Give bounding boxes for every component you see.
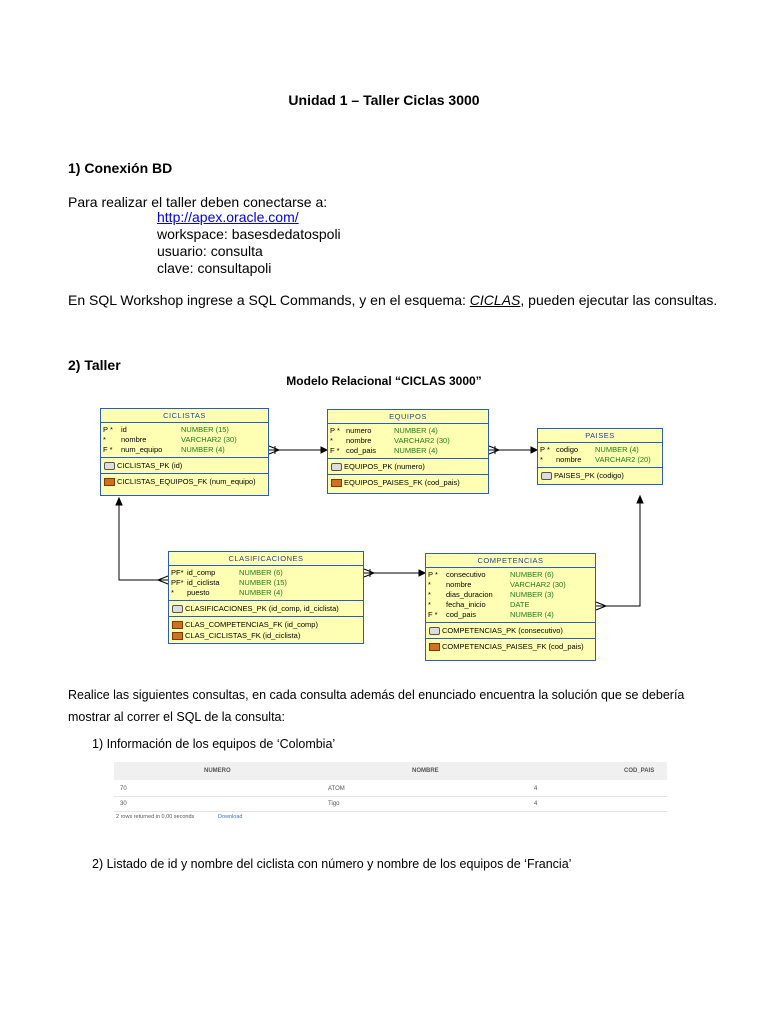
column-row	[538, 445, 662, 455]
key-icon	[429, 627, 440, 635]
column-header-cod-pais: COD_PAIS	[624, 768, 655, 774]
section-heading-conexion: 1) Conexión BD	[68, 160, 173, 176]
column-key: *	[428, 600, 431, 609]
foreign-key-row	[101, 476, 268, 487]
download-link[interactable]: Download	[218, 814, 243, 820]
column-key: *	[540, 455, 543, 464]
fk-label: CLAS_COMPETENCIAS_FK (id_comp)	[185, 620, 318, 629]
column-key: *	[428, 580, 431, 589]
foreign-key-row	[169, 630, 363, 641]
workspace-line: workspace: basesdedatospoli	[157, 226, 341, 242]
cell-numero: 30	[120, 801, 127, 807]
table-ciclistas-name: CICLISTAS	[101, 409, 268, 423]
column-row	[169, 588, 363, 598]
pk-label: CICLISTAS_PK (id)	[117, 461, 183, 470]
column-row	[169, 568, 363, 578]
cell-nombre: Tigo	[328, 801, 340, 807]
column-type: NUMBER (15)	[239, 578, 287, 587]
table-ciclistas	[100, 408, 269, 496]
table-paises	[537, 428, 663, 485]
fk-label: CICLISTAS_EQUIPOS_FK (num_equipo)	[117, 477, 256, 486]
column-type: VARCHAR2 (30)	[181, 435, 237, 444]
document-title: Unidad 1 – Taller Ciclas 3000	[288, 92, 480, 108]
column-type: NUMBER (6)	[239, 568, 283, 577]
column-row	[426, 610, 595, 620]
column-key: F *	[330, 446, 340, 455]
apex-link[interactable]: http://apex.oracle.com/	[157, 209, 299, 225]
column-name: nombre	[346, 436, 372, 445]
column-name: puesto	[187, 588, 210, 597]
key-icon	[541, 472, 552, 480]
section-heading-taller: 2) Taller	[68, 357, 121, 373]
column-key: P *	[428, 570, 438, 579]
column-name: cod_pais	[346, 446, 377, 455]
column-name: dias_duracion	[446, 590, 493, 599]
column-key: P *	[330, 426, 340, 435]
column-name: numero	[346, 426, 372, 435]
column-name: cod_pais	[446, 610, 477, 619]
instructions-paragraph	[68, 684, 684, 728]
column-key: F *	[103, 445, 113, 454]
column-name: fecha_inicio	[446, 600, 486, 609]
foreign-key-row	[328, 477, 488, 488]
column-row	[328, 426, 488, 436]
column-key: P *	[540, 445, 550, 454]
schema-name: CICLAS	[469, 292, 521, 308]
rows-returned-text: 2 rows returned in 0,00 seconds	[116, 814, 195, 820]
pk-label: EQUIPOS_PK (numero)	[344, 462, 425, 471]
table-competencias	[425, 553, 596, 661]
column-type: NUMBER (4)	[239, 588, 283, 597]
cell-cod-pais: 4	[534, 801, 538, 807]
pk-label: PAISES_PK (codigo)	[554, 471, 624, 480]
column-row	[426, 590, 595, 600]
column-key: *	[103, 435, 106, 444]
column-type: NUMBER (3)	[510, 590, 554, 599]
column-name: id_comp	[187, 568, 216, 577]
schema-text-after: , pueden ejecutar las consultas.	[520, 292, 718, 308]
column-row	[426, 570, 595, 580]
diagram-title: Modelo Relacional “CICLAS 3000”	[286, 374, 482, 388]
column-key: P *	[103, 425, 113, 434]
column-name: id	[121, 425, 127, 434]
foreign-key-row	[169, 619, 363, 630]
query-2-statement: 2) Listado de id y nombre del ciclista con número y nombre de los equipos de ‘Francia’	[92, 857, 572, 871]
column-name: nombre	[446, 580, 472, 589]
column-type: VARCHAR2 (30)	[510, 580, 566, 589]
column-row	[328, 446, 488, 456]
fk-label: CLAS_CICLISTAS_FK (id_ciclista)	[185, 631, 301, 640]
foreign-key-icon	[172, 621, 183, 629]
foreign-key-icon	[172, 632, 183, 640]
intro-paragraph: Para realizar el taller deben conectarse a:	[68, 194, 328, 210]
column-key: *	[171, 588, 174, 597]
clave-line: clave: consultapoli	[157, 260, 272, 276]
table-clasificaciones-name: CLASIFICACIONES	[169, 552, 363, 566]
primary-key-row	[101, 460, 268, 471]
schema-text-before: En SQL Workshop ingrese a SQL Commands, y en el esquema:	[68, 292, 470, 308]
fk-label: EQUIPOS_PAISES_FK (cod_pais)	[344, 478, 460, 487]
usuario-line: usuario: consulta	[157, 243, 263, 259]
foreign-key-icon	[331, 479, 342, 487]
instructions-line: mostrar al correr el SQL de la consulta:	[68, 710, 285, 724]
column-key: *	[330, 436, 333, 445]
column-key: PF*	[171, 578, 184, 587]
column-row	[426, 580, 595, 590]
foreign-key-icon	[104, 478, 115, 486]
column-key: PF*	[171, 568, 184, 577]
pk-label: CLASIFICACIONES_PK (id_comp, id_ciclista)	[185, 604, 339, 613]
cell-numero: 70	[120, 786, 127, 792]
column-key: F *	[428, 610, 438, 619]
cell-cod-pais: 4	[534, 786, 538, 792]
column-row	[101, 445, 268, 455]
table-competencias-name: COMPETENCIAS	[426, 554, 595, 568]
column-type: NUMBER (15)	[181, 425, 229, 434]
table-paises-name: PAISES	[538, 429, 662, 443]
column-name: nombre	[121, 435, 147, 444]
column-key: *	[428, 590, 431, 599]
column-type: NUMBER (4)	[181, 445, 225, 454]
column-name: id_ciclista	[187, 578, 220, 587]
foreign-key-row	[426, 641, 595, 652]
table-row	[114, 782, 667, 797]
table-clasificaciones	[168, 551, 364, 644]
primary-key-row	[538, 470, 662, 481]
table-equipos-name: EQUIPOS	[328, 410, 488, 424]
primary-key-row	[169, 603, 363, 614]
column-type: DATE	[510, 600, 530, 609]
query-1-statement: 1) Información de los equipos de ‘Colombia’	[92, 737, 336, 751]
pk-label: COMPETENCIAS_PK (consecutivo)	[442, 626, 563, 635]
column-row	[101, 425, 268, 435]
column-row	[426, 600, 595, 610]
column-name: consecutivo	[446, 570, 486, 579]
column-row	[328, 436, 488, 446]
column-row	[169, 578, 363, 588]
key-icon	[172, 605, 183, 613]
result-grid	[114, 762, 667, 828]
column-type: NUMBER (4)	[394, 426, 438, 435]
column-type: NUMBER (4)	[510, 610, 554, 619]
column-row	[101, 435, 268, 445]
column-type: NUMBER (4)	[595, 445, 639, 454]
column-row	[538, 455, 662, 465]
cell-nombre: ATOM	[328, 786, 345, 792]
column-header-nombre: NOMBRE	[412, 768, 439, 774]
column-type: NUMBER (6)	[510, 570, 554, 579]
fk-label: COMPETENCIAS_PAISES_FK (cod_pais)	[442, 642, 584, 651]
column-type: NUMBER (4)	[394, 446, 438, 455]
table-row	[114, 797, 667, 812]
column-type: VARCHAR2 (30)	[394, 436, 450, 445]
column-type: VARCHAR2 (20)	[595, 455, 651, 464]
column-name: codigo	[556, 445, 579, 454]
result-grid-header	[114, 762, 667, 780]
key-icon	[331, 463, 342, 471]
key-icon	[104, 462, 115, 470]
foreign-key-icon	[429, 643, 440, 651]
column-name: nombre	[556, 455, 582, 464]
instructions-line: Realice las siguientes consultas, en cada consulta además del enunciado encuentra la solución que se debería	[68, 688, 685, 702]
primary-key-row	[328, 461, 488, 472]
column-name: num_equipo	[121, 445, 163, 454]
column-header-numero: NUMERO	[204, 768, 231, 774]
primary-key-row	[426, 625, 595, 636]
table-equipos	[327, 409, 489, 494]
